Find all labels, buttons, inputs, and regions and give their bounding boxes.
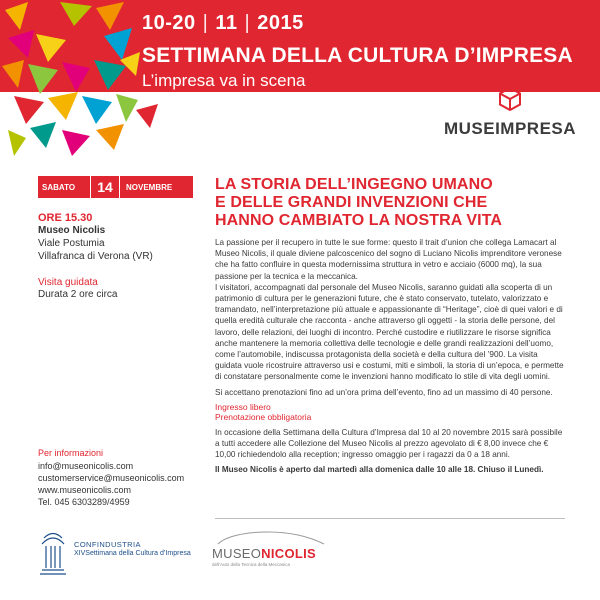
contact-label: Per informazioni <box>38 448 104 458</box>
page-subtitle: L’impresa va in scena <box>142 71 306 90</box>
headline-line: HANNO CAMBIATO LA NOSTRA VITA <box>215 212 503 229</box>
museimpresa-logo <box>440 86 580 139</box>
paragraph-intro: La passione per il recupero in tutte le sue forme: questo il trait d’union che collega Lamacart al Museo Nicolis, il quale diviene palcoscenico del sogno di Luciano Nicolis imprenditore veronese che ha fatto confluire in questa modernissima struttura in vetro e acciaio (6000 mq), la sua passione per la tecnica e la meccanica. <box>215 238 562 281</box>
event-dates <box>142 12 304 35</box>
cube-icon <box>497 86 523 112</box>
confindustria-subtitle: XIVSettimana della Cultura d’Impresa <box>74 550 191 557</box>
confindustria-logo <box>36 530 196 580</box>
date-separator: | <box>244 12 251 34</box>
location-street: Viale Postumia <box>38 238 105 249</box>
header-banner <box>0 0 600 170</box>
paragraph-visit: I visitatori, accompagnati dal personale del Museo Nicolis, saranno guidati alla scoperta di un patrimonio di cultura per le generazioni future, che è stato conservato, tutelato, valorizzato e tramandato, nell’interpretazione più attuale e appassionante di “Heritage”, cioè di quei valori e di quella eredità culturale che racconta - anche attraverso gli oggetti - la storia delle persone, del lavoro, delle relazioni, dei luoghi di incontro. Perché custodire e riutilizzare le risorse significa anche mantenere la memoria collettiva delle tecnologie e delle grandi realizzazioni dell’uomo, come l’automobile, indiscussa protagonista della società e della cultura del ’900. La visita guidata vuole ricostruire attraverso usi e costumi, miti e simboli, la storia di un’epoca, e permette di constatare personalmente come le invenzioni hanno modificato lo stile di vita degli uomini. <box>215 282 564 382</box>
page-title: SETTIMANA DELLA CULTURA D’IMPRESA <box>142 44 573 67</box>
location-city: Villafranca di Verona (VR) <box>38 251 153 262</box>
event-day-of-week: SABATO <box>42 182 76 192</box>
contact-info <box>38 448 198 508</box>
museonicolis-logo <box>212 528 332 578</box>
article <box>215 176 565 476</box>
headline-line: E DELLE GRANDI INVENZIONI CHE <box>215 194 488 211</box>
paragraph-booking: Si accettano prenotazioni fino ad un’ora prima dell’evento, fino ad un massimo di 40 persone. <box>215 387 553 397</box>
date-year: 2015 <box>257 12 304 34</box>
confindustria-name: CONFINDUSTRIA <box>74 540 141 549</box>
car-silhouette-icon <box>216 528 326 548</box>
booking-required-note: Prenotazione obbligatoria <box>215 412 312 423</box>
article-headline <box>215 176 565 230</box>
visit-duration: Durata 2 ore circa <box>38 289 118 300</box>
paragraph-opening-hours: Il Museo Nicolis è aperto dal martedì alla domenica dalle 10 alle 18. Chiuso il Lunedì. <box>215 465 544 475</box>
date-month: 11 <box>215 12 238 34</box>
event-details <box>38 176 193 300</box>
contact-email[interactable]: info@museonicolis.com <box>38 461 134 471</box>
museonicolis-name <box>212 546 316 561</box>
paragraph-offer: In occasione della Settimana della Cultura d’Impresa dal 10 al 20 novembre 2015 sarà possibile a tutti accedere alle Collezione del Museo Nicolis al prezzo agevolato di € 8,00 invece che € 10,00 richiedendolo alla reception; ingresso omaggio per i ragazzi da 0 a 18 anni. <box>215 427 563 460</box>
event-month: NOVEMBRE <box>126 182 173 192</box>
location-name: Museo Nicolis <box>38 225 106 236</box>
contact-website[interactable]: www.museonicolis.com <box>38 485 132 495</box>
museonicolis-name-a: MUSEO <box>212 546 262 561</box>
event-date-bar <box>38 176 193 198</box>
visit-type: Visita guidata <box>38 277 98 288</box>
confindustria-emblem-icon <box>36 530 70 578</box>
date-range: 10-20 <box>142 12 196 34</box>
free-entry-note: Ingresso libero <box>215 401 271 412</box>
contact-phone: Tel. 045 6303289/4959 <box>38 497 130 507</box>
date-separator: | <box>202 12 209 34</box>
event-day: 14 <box>90 176 120 198</box>
contact-email-service[interactable]: customerservice@museonicolis.com <box>38 473 185 483</box>
event-time: ORE 15.30 <box>38 212 93 224</box>
museonicolis-subtitle: dell’Auto della Tecnica della Meccanica <box>212 562 290 567</box>
museonicolis-name-b: NICOLIS <box>261 546 316 561</box>
divider <box>215 518 565 519</box>
headline-line: LA STORIA DELL’INGEGNO UMANO <box>215 176 493 193</box>
museimpresa-label: MUSEIMPRESA <box>443 119 577 138</box>
